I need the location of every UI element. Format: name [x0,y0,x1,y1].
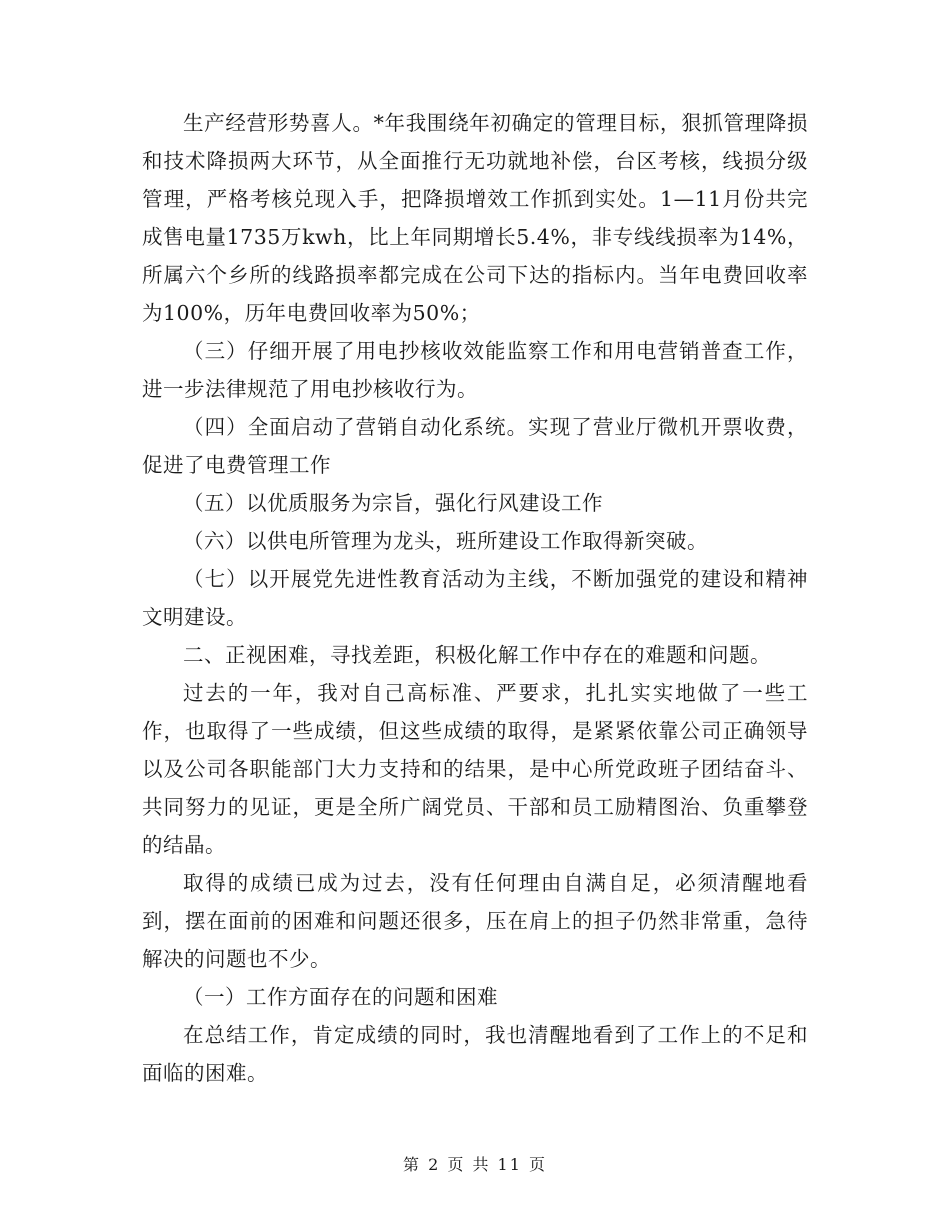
paragraph: （七）以开展党先进性教育活动为主线，不断加强党的建设和精神文明建设。 [142,567,808,629]
document-body [142,104,808,1092]
paragraph: （四）全面启动了营销自动化系统。实现了营业厅微机开票收费，促进了电费管理工作 [142,415,808,477]
paragraph: 在总结工作，肯定成绩的同时，我也清醒地看到了工作上的不足和面临的困难。 [142,1023,808,1085]
paragraph: （五）以优质服务为宗旨，强化行风建设工作 [183,491,603,515]
paragraph: （六）以供电所管理为龙头，班所建设工作取得新突破。 [183,529,708,553]
paragraph: 取得的成绩已成为过去，没有任何理由自满自足，必须清醒地看到，摆在面前的困难和问题还很多，压在肩上的担子仍然非常重，急待解决的问题也不少。 [142,871,808,971]
page-number-footer: 第 2 页 共 11 页 [403,1155,547,1174]
paragraph: 过去的一年，我对自己高标准、严要求，扎扎实实地做了一些工作，也取得了一些成绩，但这些成绩的取得，是紧紧依靠公司正确领导以及公司各职能部门大力支持和的结果，是中心所党政班子团结奋斗、共同努力的见证，更是全所广阔党员、干部和员工励精图治、负重攀登的结晶。 [142,681,808,857]
section-heading: 二、正视困难，寻找差距，积极化解工作中存在的难题和问题。 [183,643,771,667]
subsection-heading: （一）工作方面存在的问题和困难 [183,985,498,1009]
paragraph: （三）仔细开展了用电抄核收效能监察工作和用电营销普查工作，进一步法律规范了用电抄核收行为。 [142,339,808,401]
paragraph: 生产经营形势喜人。*年我围绕年初确定的管理目标，狠抓管理降损和技术降损两大环节，从全面推行无功就地补偿，台区考核，线损分级管理，严格考核兑现入手，把降损增效工作抓到实处。1—11月份共完成售电量1735万kwh，比上年同期增长5.4%，非专线线损率为14%，所属六个乡所的线路损率都完成在公司下达的指标内。当年电费回收率为100%，历年电费回收率为50%； [142,111,808,325]
